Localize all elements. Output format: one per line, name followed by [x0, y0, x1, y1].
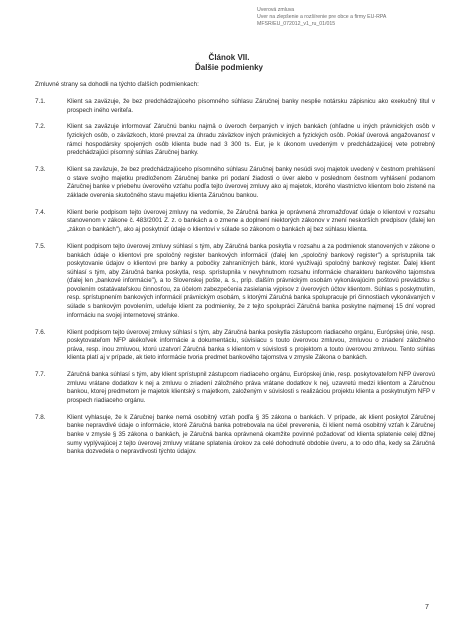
article-item: [35, 209, 435, 235]
article-text: Klient sa zaväzuje informovať Záručnú banku najmä o úveroch čerpaných v iných bankách (ohľadne u iných právnických osôb v fyzických osôb, o záväzkoch, ktoré prevzal za úhradu záväzkov iných právnických a fyzických osôb. Pokiaľ úverová angažovanosť v rámci hospodársky spojených osôb klienta bude nad 3 300 ts. Eur, je k úkonom uvedeným v predchádzajúcej vete potrebný predchádzajúci písomný súhlas Záručnej banky.: [67, 123, 435, 157]
page-number: 7: [425, 604, 429, 611]
article-number: 7.8.: [35, 413, 46, 421]
article-subtitle: Ďalšie podmienky: [194, 63, 264, 72]
article-item: [35, 98, 435, 115]
article-item: [35, 243, 435, 320]
article-text: Klient berie podpisom tejto úverovej zmluvy na vedomie, že Záručná banka je oprávnená zhromažďovať údaje o klientovi v rozsahu stanovenom v zákone č. 483/2001 Z. z. o bankách a o zmene a doplnení niektorých zákonov v znení neskorších predpisov (ďalej len „zákon o bankách"), ako aj poskytnúť údaje o klientovi v súlade so zákonom o bankách aj bez súhlasu klienta.: [67, 208, 435, 234]
article-item: [35, 414, 435, 457]
article-item: [35, 329, 435, 363]
article-number: 7.6.: [35, 328, 46, 336]
article-item: [35, 166, 435, 200]
article-item: [35, 371, 435, 405]
article-number: 7.5.: [35, 242, 46, 250]
section-title: [0, 53, 458, 73]
article-text: Klient sa zaväzuje, že bez predchádzajúceho písomného súhlasu Záručnej banky nesplie notársku zápisnicu ako exekučný titul v prospech iného veriteľa.: [67, 98, 435, 114]
header-note: [257, 7, 452, 28]
article-number: 7.7.: [35, 371, 46, 379]
article-text: Klient sa zaväzuje, že bez predchádzajúceho písomného súhlasu Záručnej banky nesúdi svoj majetok uvedený v čestnom prehlásení o stave svojho majetku predloženom Záručnej banke pri podaní žiadosti o úver alebo v poslednom čestnom vyhlásení podanom Záručnej banke v priebehu úverového vzťahu podľa tejto úverovej zmluvy ako aj majetok, ktorého vlastníctvo klientom bolo zistené na základe overenia skutočného stavu majetku klienta Záručnou bankou.: [67, 166, 435, 199]
article-text: Klient podpisom tejto úverovej zmluvy súhlasí s tým, aby Záručná banka poskytla zástupcom riadiaceho orgánu, Európskej únie, resp. poskytovateľom NFP akékoľvek informácie a dokumentáciu, súvisiacu s touto úverovou zmluvou, zmluvou o zriadení záložného práva, resp. inou zmluvou, ktorú uzatvorí Záručná banka s klientom v súvislosti s projektom a touto úverovou zmluvou. Tento súhlas klienta platí aj v prípade, ak tieto informácie tvoria predmet bankového tajomstva v zmysle Zákona o bankách.: [67, 328, 435, 362]
article-number: 7.1.: [35, 98, 46, 105]
article-number: 7.2.: [35, 123, 46, 131]
article-item: [35, 123, 435, 157]
article-heading: Článok VII.: [208, 53, 250, 62]
header-note-line: MFSR/EU_072012_v1_ru_01/015: [257, 21, 336, 27]
article-text: Záručná banka súhlasí s tým, aby klient sprístupnil zástupcom riadiaceho orgánu, Európskej únie, resp. poskytovateľom NFP úverovú zmluvu vrátane dodatkov k nej a zmluvu o zriadení záložného práva vrátane dodatkov k nej, uzavretú medzi klientom a Záručnou bankou, ktorej predmetom je majetok klientský s majetkom, založeným v súvislosti s realizáciou projektu klienta a poskytnutým NFP v prospech riadiaceho orgánu.: [67, 371, 435, 404]
article-list: [35, 98, 435, 465]
article-number: 7.4.: [35, 208, 46, 216]
article-text: Klient vyhlasuje, že k Záručnej banke nemá osobitný vzťah podľa § 35 zákona o bankách. V prípade, ak klient poskytol Záručnej banke nepravdivé údaje o informácie, ktoré Záručná banka potrebovala na účel preverenia, či klient nemá osobitný vzťah k Záručnej banke v zmysle § 35 zákona o bankách, je Záručná banka oprávnená okamžite povinné požadovať od klienta splatenie celej dlžnej sumy vyplývajúcej z tejto úverovej zmluvy vrátane splatenia úrokov za celé dohodnuté obdobie úveru, a to odo dňa, kedy sa Záručná banka dozvedela o nepravdivosti týchto údajov.: [67, 413, 435, 456]
header-note-line: Úver na zlepšenie a rozšírenie pre obce a firmy EU-RPA: [257, 14, 387, 20]
header-note-line: Úverová zmluva: [257, 7, 295, 13]
intro-text: Zmluvné strany sa dohodli na týchto ďalších podmienkach:: [35, 81, 199, 88]
article-text: Klient podpisom tejto úverovej zmluvy súhlasí s tým, aby Záručná banka poskytla v rozsahu a za podmienok stanovených v zákone o bankách údaje o klientovi pre spoločný register bankových informácií (ďalej len „spoločný bankový register") a sprístupnila tak poskytovanie údajov o klientovi pre banky a pobočky zahraničných bánk, ktoré využívajú spoločný bankový register. Ďalej klient súhlasí s tým, aby Záručná banka poskytla, resp. sprístupnila v nevyhnutnom rozsahu informácie charakteru bankového tajomstva (ďalej len „bankové informácie"), a to Slovenskej pošte, a. s., príp. ďalším právnickým osobám vykonávajúcim poštovú prevádzku s povolením ostatávateľskou činnosťou, za účelom zabezpečenia zasielania výpisov z úverových účtov klientom. Súhlas s poskytnutím, resp. sprístupnením bankových informácií právnickým osobám, s ktorými Záručná banka spolupracuje pri činnostiach vykonávaných v súlade s bankovým povolením, udeľuje klient za podmienky, že z tejto spolupráci Záručná banka poskytne najmenej 15 dní vopred informáciu na svojej internetovej stránke.: [67, 242, 435, 319]
article-number: 7.3.: [35, 166, 46, 174]
